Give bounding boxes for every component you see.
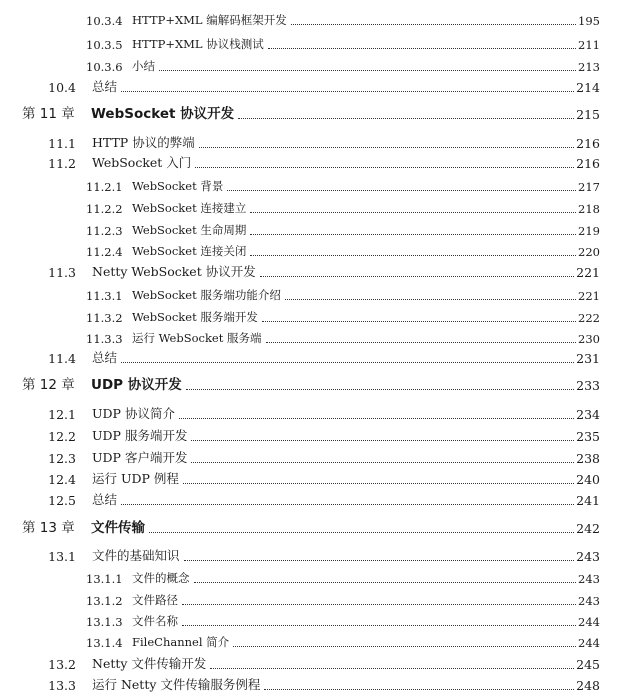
dot-leader [194, 582, 577, 583]
dot-leader [159, 70, 576, 71]
toc-entry-number: 13.1.3 [86, 615, 123, 629]
dot-leader [268, 48, 576, 49]
dot-leader [184, 560, 575, 561]
toc-entry-page: 213 [578, 60, 600, 74]
toc-entry[interactable] [0, 176, 627, 197]
toc-entry-title: HTTP+XML 编解码框架开发 [132, 13, 287, 27]
toc-entry[interactable] [0, 375, 627, 396]
toc-entry-page: 219 [578, 224, 600, 238]
dot-leader [191, 440, 574, 441]
toc-entry-page: 234 [576, 407, 600, 422]
toc-entry-title: 总结 [92, 492, 118, 507]
dot-leader [121, 91, 574, 92]
toc-entry-page: 242 [576, 521, 600, 536]
toc-entry[interactable] [0, 654, 627, 675]
dot-leader [266, 342, 577, 343]
toc-entry-page: 218 [578, 202, 600, 216]
dot-leader [195, 167, 574, 168]
toc-entry-number: 13.2 [48, 657, 76, 672]
dot-leader [182, 625, 576, 626]
toc-entry-number: 12.1 [48, 407, 76, 422]
toc-entry[interactable] [0, 198, 627, 219]
dot-leader [179, 418, 574, 419]
toc-entry-title: WebSocket 连接建立 [132, 201, 247, 215]
toc-entry-number: 11.3.3 [86, 332, 123, 346]
toc-entry-number: 13.3 [48, 678, 76, 693]
toc-entry-page: 231 [576, 351, 600, 366]
toc-entry[interactable] [0, 10, 627, 31]
dot-leader [186, 389, 574, 390]
toc-entry-title: UDP 协议简介 [92, 406, 175, 421]
toc-entry-number: 13.1 [48, 549, 76, 564]
toc-entry-page: 215 [576, 107, 600, 122]
toc-entry-title: 文件路径 [132, 593, 178, 607]
dot-leader [250, 234, 576, 235]
toc-entry-title: WebSocket 背景 [132, 179, 224, 193]
toc-entry-number: 11.2.4 [86, 245, 123, 259]
toc-entry-page: 195 [578, 14, 600, 28]
toc-entry-title: 运行 Netty 文件传输服务例程 [92, 677, 261, 692]
toc-entry-title: WebSocket 服务端功能介绍 [132, 288, 281, 302]
toc-entry-title: 运行 WebSocket 服务端 [132, 331, 262, 345]
toc-entry-title: 文件的基础知识 [92, 548, 180, 563]
toc-entry[interactable] [0, 675, 627, 696]
toc-entry-page: 233 [576, 378, 600, 393]
toc-entry-title: 文件的概念 [132, 571, 190, 585]
toc-entry-number: 11.2.2 [86, 202, 123, 216]
toc-entry[interactable] [0, 133, 627, 154]
toc-entry[interactable] [0, 262, 627, 283]
toc-entry-number: 13.1.1 [86, 572, 123, 586]
toc-entry-title: WebSocket 入门 [92, 155, 192, 170]
toc-entry[interactable] [0, 590, 627, 611]
toc-entry-title: Netty WebSocket 协议开发 [92, 264, 256, 279]
toc-entry-number: 12.4 [48, 472, 76, 487]
toc-entry[interactable] [0, 307, 627, 328]
toc-entry-title: UDP 服务端开发 [92, 428, 188, 443]
toc-entry-number: 10.4 [48, 80, 76, 95]
toc-entry-title: 文件名称 [132, 614, 178, 628]
toc-entry-number: 13.1.4 [86, 636, 123, 650]
toc-entry[interactable] [0, 241, 627, 262]
dot-leader [149, 532, 574, 533]
toc-entry[interactable] [0, 632, 627, 653]
toc-entry-page: 235 [576, 429, 600, 444]
dot-leader [210, 668, 574, 669]
toc-entry[interactable] [0, 448, 627, 469]
toc-entry[interactable] [0, 611, 627, 632]
dot-leader [238, 118, 574, 119]
toc-entry[interactable] [0, 77, 627, 98]
dot-leader [199, 147, 574, 148]
toc-entry-page: 217 [578, 180, 600, 194]
toc-entry-title: 文件传输 [91, 520, 145, 536]
toc-entry-number: 第 13 章 [22, 520, 75, 536]
dot-leader [182, 604, 576, 605]
toc-entry[interactable] [0, 426, 627, 447]
toc-entry[interactable] [0, 568, 627, 589]
toc-entry-title: WebSocket 服务端开发 [132, 310, 258, 324]
toc-entry-title: 总结 [92, 350, 118, 365]
toc-entry-page: 221 [576, 265, 600, 280]
toc-entry[interactable] [0, 34, 627, 55]
toc-entry-page: 243 [578, 594, 600, 608]
toc-entry-page: 240 [576, 472, 600, 487]
dot-leader [260, 276, 574, 277]
toc-entry-number: 11.2.1 [86, 180, 123, 194]
toc-entry-page: 221 [578, 289, 600, 303]
toc-entry-number: 第 12 章 [22, 377, 75, 393]
dot-leader [227, 190, 576, 191]
dot-leader [233, 646, 576, 647]
toc-entry[interactable] [0, 56, 627, 77]
toc-entry-page: 230 [578, 332, 600, 346]
toc-entry[interactable] [0, 404, 627, 425]
toc-entry-number: 11.3 [48, 265, 76, 280]
toc-entry[interactable] [0, 153, 627, 174]
toc-entry-title: FileChannel 简介 [132, 635, 230, 649]
toc-entry-number: 10.3.4 [86, 14, 123, 28]
toc-entry-page: 216 [576, 156, 600, 171]
dot-leader [291, 24, 576, 25]
toc-entry-number: 10.3.5 [86, 38, 123, 52]
toc-entry-title: WebSocket 生命周期 [132, 223, 247, 237]
toc-entry-page: 238 [576, 451, 600, 466]
toc-entry[interactable] [0, 469, 627, 490]
toc-entry-number: 11.1 [48, 136, 76, 151]
toc-entry-number: 12.3 [48, 451, 76, 466]
toc-entry-page: 220 [578, 245, 600, 259]
toc-entry-number: 12.5 [48, 493, 76, 508]
dot-leader [262, 321, 576, 322]
toc-entry-page: 241 [576, 493, 600, 508]
toc-entry[interactable] [0, 285, 627, 306]
toc-entry-page: 243 [576, 549, 600, 564]
dot-leader [250, 255, 576, 256]
toc-entry-number: 11.3.1 [86, 289, 123, 303]
toc-entry-title: 小结 [132, 59, 155, 73]
toc-entry-title: WebSocket 连接关闭 [132, 244, 247, 258]
toc-entry-page: 244 [578, 615, 600, 629]
toc-entry-title: WebSocket 协议开发 [91, 106, 235, 122]
dot-leader [191, 462, 574, 463]
dot-leader [121, 504, 574, 505]
toc-entry[interactable] [0, 490, 627, 511]
toc-entry-number: 10.3.6 [86, 60, 123, 74]
dot-leader [183, 483, 574, 484]
dot-leader [285, 299, 576, 300]
toc-entry-page: 216 [576, 136, 600, 151]
toc-entry[interactable] [0, 328, 627, 349]
toc-entry-page: 245 [576, 657, 600, 672]
toc-entry-number: 11.2.3 [86, 224, 123, 238]
toc-entry-page: 211 [578, 38, 600, 52]
toc-entry-title: HTTP+XML 协议栈测试 [132, 37, 264, 51]
toc-entry-page: 214 [576, 80, 600, 95]
toc-entry-number: 13.1.2 [86, 594, 123, 608]
toc-entry[interactable] [0, 104, 627, 125]
toc-entry-number: 12.2 [48, 429, 76, 444]
toc-entry-title: 运行 UDP 例程 [92, 471, 179, 486]
toc-entry-title: HTTP 协议的弊端 [92, 135, 195, 150]
toc-entry-number: 11.4 [48, 351, 76, 366]
toc-entry[interactable] [0, 220, 627, 241]
toc-entry-number: 第 11 章 [22, 106, 75, 122]
toc-entry-title: UDP 协议开发 [91, 377, 182, 393]
toc-entry[interactable] [0, 518, 627, 539]
toc-entry-number: 11.3.2 [86, 311, 123, 325]
toc-entry-page: 243 [578, 572, 600, 586]
toc-entry-title: UDP 客户端开发 [92, 450, 188, 465]
toc-entry[interactable] [0, 546, 627, 567]
toc-entry-page: 244 [578, 636, 600, 650]
toc-entry-title: Netty 文件传输开发 [92, 656, 207, 671]
toc-entry-title: 总结 [92, 79, 118, 94]
toc-entry-page: 248 [576, 678, 600, 693]
dot-leader [264, 689, 574, 690]
dot-leader [121, 362, 574, 363]
toc-entry-page: 222 [578, 311, 600, 325]
toc-entry-number: 11.2 [48, 156, 76, 171]
toc-entry[interactable] [0, 348, 627, 369]
dot-leader [250, 212, 576, 213]
